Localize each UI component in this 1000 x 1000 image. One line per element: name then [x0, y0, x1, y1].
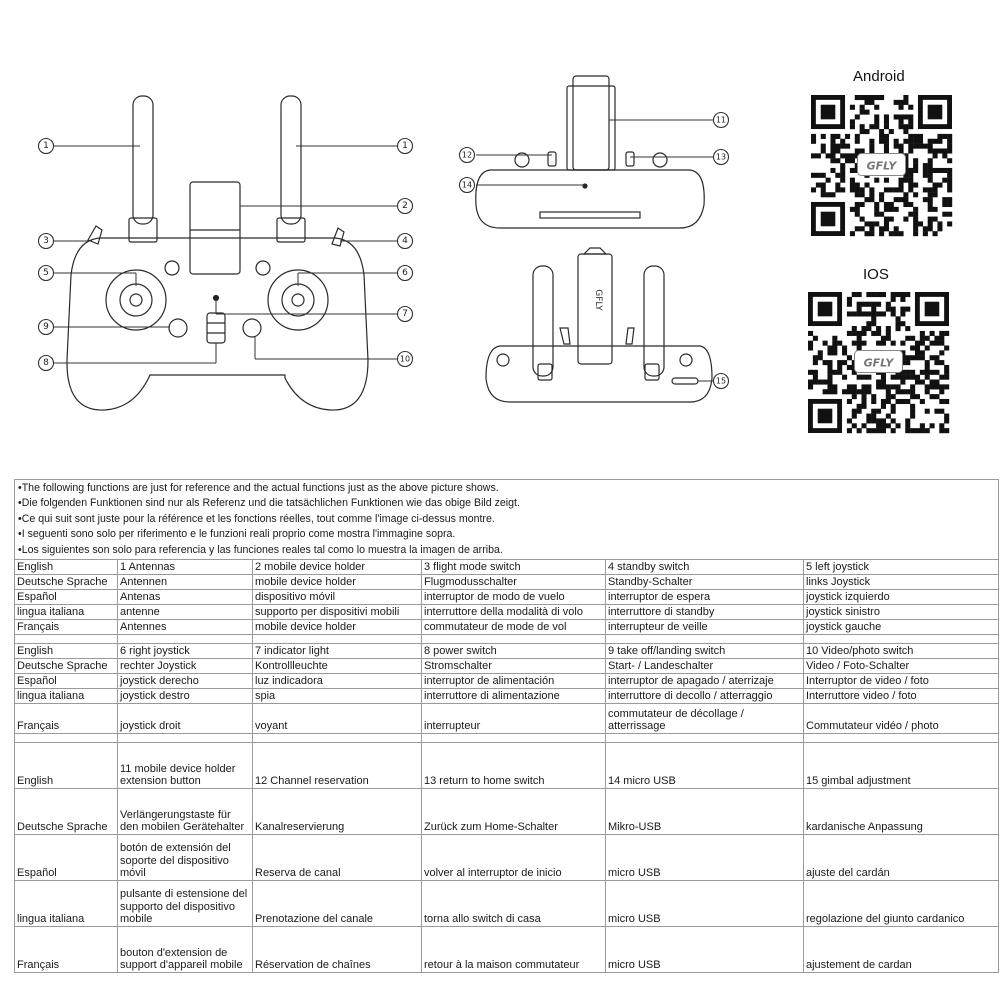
takeoff-landing-button — [169, 319, 187, 337]
function-cell: micro USB — [606, 835, 804, 881]
note-spanish: •Los siguientes son solo para referencia y las funciones reales tal como lo muestra la imagen de arriba. — [18, 543, 503, 556]
language-cell: lingua italiana — [15, 881, 118, 927]
table-row — [15, 605, 999, 620]
ios-qr-code — [808, 292, 949, 433]
function-cell: micro USB — [606, 881, 804, 927]
function-cell: Antennen — [118, 575, 253, 590]
function-cell: Zurück zum Home-Schalter — [422, 789, 606, 835]
function-table — [14, 479, 999, 973]
function-cell: joystick gauche — [804, 620, 999, 635]
function-cell: voyant — [253, 704, 422, 734]
note-english: •The following functions are just for reference and the actual functions just as the above picture shows. — [18, 482, 499, 494]
function-cell: 6 right joystick — [118, 644, 253, 659]
function-cell: Mikro-USB — [606, 789, 804, 835]
language-cell: Español — [15, 590, 118, 605]
function-cell: bouton d'extension de support d'appareil mobile — [118, 927, 253, 973]
function-cell: interruttore di standby — [606, 605, 804, 620]
function-cell: links Joystick — [804, 575, 999, 590]
qr-brand-text: GFLY — [866, 159, 897, 173]
spacer-row — [15, 635, 999, 644]
function-cell: 11 mobile device holder extension button — [118, 743, 253, 789]
function-cell: regolazione del giunto cardanico — [804, 881, 999, 927]
callout-3-number: 3 — [43, 236, 49, 246]
android-label: Android — [853, 68, 905, 85]
device-holder — [190, 182, 240, 274]
function-cell: 2 mobile device holder — [253, 560, 422, 575]
spacer-cell — [606, 734, 804, 743]
function-cell: Interruptor de video / foto — [804, 674, 999, 689]
function-cell: supporto per dispositivi mobili — [253, 605, 422, 620]
spacer-cell — [118, 734, 253, 743]
function-cell: interrupteur de veille — [606, 620, 804, 635]
callout-1-right-number: 1 — [402, 141, 408, 151]
notes-row — [15, 480, 999, 560]
callout-8-number: 8 — [43, 358, 49, 368]
function-cell: 1 Antennas — [118, 560, 253, 575]
function-cell: antenne — [118, 605, 253, 620]
function-cell: retour à la maison commutateur — [422, 927, 606, 973]
callout-13-number: 13 — [715, 152, 727, 162]
language-cell: English — [15, 743, 118, 789]
left-antenna — [133, 96, 153, 224]
table-row — [15, 835, 999, 881]
function-cell: kardanische Anpassung — [804, 789, 999, 835]
android-qr-code — [811, 95, 952, 236]
spacer-cell — [15, 734, 118, 743]
table-row — [15, 575, 999, 590]
language-cell: Deutsche Sprache — [15, 659, 118, 674]
callout-11-number: 11 — [715, 115, 727, 125]
function-cell: 13 return to home switch — [422, 743, 606, 789]
table-row — [15, 560, 999, 575]
callout-15-number: 15 — [715, 376, 727, 386]
callout-1-left-number: 1 — [43, 141, 49, 151]
function-cell: 8 power switch — [422, 644, 606, 659]
spacer-row — [15, 734, 999, 743]
function-cell: Prenotazione del canale — [253, 881, 422, 927]
reference-notes — [15, 480, 999, 560]
function-cell: volver al interruptor de inicio — [422, 835, 606, 881]
function-cell: interruttore di alimentazione — [422, 689, 606, 704]
function-cell: Video / Foto-Schalter — [804, 659, 999, 674]
function-cell: Start- / Landeschalter — [606, 659, 804, 674]
function-cell: torna allo switch di casa — [422, 881, 606, 927]
function-cell: 14 micro USB — [606, 743, 804, 789]
table-row — [15, 674, 999, 689]
holder-brand-text: GFLY — [593, 289, 603, 311]
callout-10-number: 10 — [399, 354, 411, 364]
callout-4-number: 4 — [402, 236, 408, 246]
function-cell: 5 left joystick — [804, 560, 999, 575]
function-cell: interrupteur — [422, 704, 606, 734]
function-cell: interruttore della modalità di volo — [422, 605, 606, 620]
language-cell: Français — [15, 704, 118, 734]
table-row — [15, 743, 999, 789]
spacer-cell — [422, 635, 606, 644]
function-cell: interruptor de modo de vuelo — [422, 590, 606, 605]
function-cell: Flugmodusschalter — [422, 575, 606, 590]
language-cell: English — [15, 644, 118, 659]
function-cell: ajuste del cardán — [804, 835, 999, 881]
function-cell: joystick sinistro — [804, 605, 999, 620]
callout-7-number: 7 — [402, 309, 408, 319]
table-row — [15, 659, 999, 674]
function-cell: 3 flight mode switch — [422, 560, 606, 575]
table-row — [15, 644, 999, 659]
function-cell: Antennes — [118, 620, 253, 635]
note-italian: •I seguenti sono solo per riferimento e le funzioni reali proprio come mostra l'immagine sopra. — [18, 528, 456, 541]
language-cell: Deutsche Sprache — [15, 575, 118, 590]
function-cell: commutateur de décollage / atterrissage — [606, 704, 804, 734]
function-cell: Réservation de chaînes — [253, 927, 422, 973]
table-row — [15, 689, 999, 704]
function-cell: Interruttore video / foto — [804, 689, 999, 704]
rear-view-controller — [486, 248, 712, 402]
function-cell: rechter Joystick — [118, 659, 253, 674]
function-cell: joystick droit — [118, 704, 253, 734]
language-cell: lingua italiana — [15, 689, 118, 704]
function-cell: 15 gimbal adjustment — [804, 743, 999, 789]
controller-body — [67, 238, 368, 410]
language-cell: Français — [15, 927, 118, 973]
function-cell: Kontrollleuchte — [253, 659, 422, 674]
top-view-controller — [476, 76, 704, 228]
table-row — [15, 590, 999, 605]
language-cell: lingua italiana — [15, 605, 118, 620]
function-cell: interruptor de espera — [606, 590, 804, 605]
gimbal-dial — [672, 378, 698, 384]
function-cell: luz indicadora — [253, 674, 422, 689]
spacer-cell — [606, 635, 804, 644]
spacer-cell — [118, 635, 253, 644]
function-cell: Standby-Schalter — [606, 575, 804, 590]
function-cell: 4 standby switch — [606, 560, 804, 575]
callout-12-number: 12 — [461, 150, 473, 160]
right-antenna — [281, 96, 301, 224]
function-cell: interruptor de alimentación — [422, 674, 606, 689]
qr-brand-text: GFLY — [863, 356, 894, 370]
spacer-cell — [253, 734, 422, 743]
function-cell: pulsante di estensione del supporto del dispositivo mobile — [118, 881, 253, 927]
controller-diagram — [0, 0, 1000, 470]
table-row — [15, 620, 999, 635]
function-cell: joystick izquierdo — [804, 590, 999, 605]
callout-9-number: 9 — [43, 322, 49, 332]
function-cell: 7 indicator light — [253, 644, 422, 659]
function-cell: 12 Channel reservation — [253, 743, 422, 789]
note-german: •Die folgenden Funktionen sind nur als Referenz und die tatsächlichen Funktionen wie das obige Bild zeigt. — [18, 497, 520, 510]
language-cell: Español — [15, 835, 118, 881]
standby-switch — [332, 228, 344, 246]
spacer-cell — [804, 635, 999, 644]
function-cell: mobile device holder — [253, 620, 422, 635]
function-cell: dispositivo móvil — [253, 590, 422, 605]
function-cell: joystick destro — [118, 689, 253, 704]
function-cell: ajustement de cardan — [804, 927, 999, 973]
callout-5-number: 5 — [43, 268, 49, 278]
controller-illustration — [0, 0, 1000, 470]
language-cell: Deutsche Sprache — [15, 789, 118, 835]
function-cell: Antenas — [118, 590, 253, 605]
video-photo-button — [243, 319, 261, 337]
note-french: •Ce qui suit sont juste pour la référence et les fonctions réelles, tout comme l'image ci-dessus montre. — [18, 512, 495, 525]
function-cell: Commutateur vidéo / photo — [804, 704, 999, 734]
function-cell: 10 Video/photo switch — [804, 644, 999, 659]
spacer-cell — [422, 734, 606, 743]
language-cell: Español — [15, 674, 118, 689]
callout-6-number: 6 — [402, 268, 408, 278]
power-switch — [207, 313, 225, 343]
function-cell: 9 take off/landing switch — [606, 644, 804, 659]
language-cell: English — [15, 560, 118, 575]
function-cell: spia — [253, 689, 422, 704]
spacer-cell — [253, 635, 422, 644]
ios-label: IOS — [863, 266, 889, 283]
function-cell: micro USB — [606, 927, 804, 973]
function-cell: Verlängerungstaste für den mobilen Gerätehalter — [118, 789, 253, 835]
function-cell: joystick derecho — [118, 674, 253, 689]
function-cell: interruptor de apagado / aterrizaje — [606, 674, 804, 689]
function-cell: commutateur de mode de vol — [422, 620, 606, 635]
callout-2-number: 2 — [402, 201, 408, 211]
spacer-cell — [15, 635, 118, 644]
function-cell: interruttore di decollo / atterraggio — [606, 689, 804, 704]
function-cell: Reserva de canal — [253, 835, 422, 881]
table-row — [15, 881, 999, 927]
table-row — [15, 789, 999, 835]
holder-top-view — [573, 76, 609, 170]
function-cell: Kanalreservierung — [253, 789, 422, 835]
function-cell: mobile device holder — [253, 575, 422, 590]
table-row — [15, 704, 999, 734]
function-cell: botón de extensión del soporte del dispositivo móvil — [118, 835, 253, 881]
spacer-cell — [804, 734, 999, 743]
callout-14-number: 14 — [461, 180, 473, 190]
table-row — [15, 927, 999, 973]
function-cell: Stromschalter — [422, 659, 606, 674]
language-cell: Français — [15, 620, 118, 635]
